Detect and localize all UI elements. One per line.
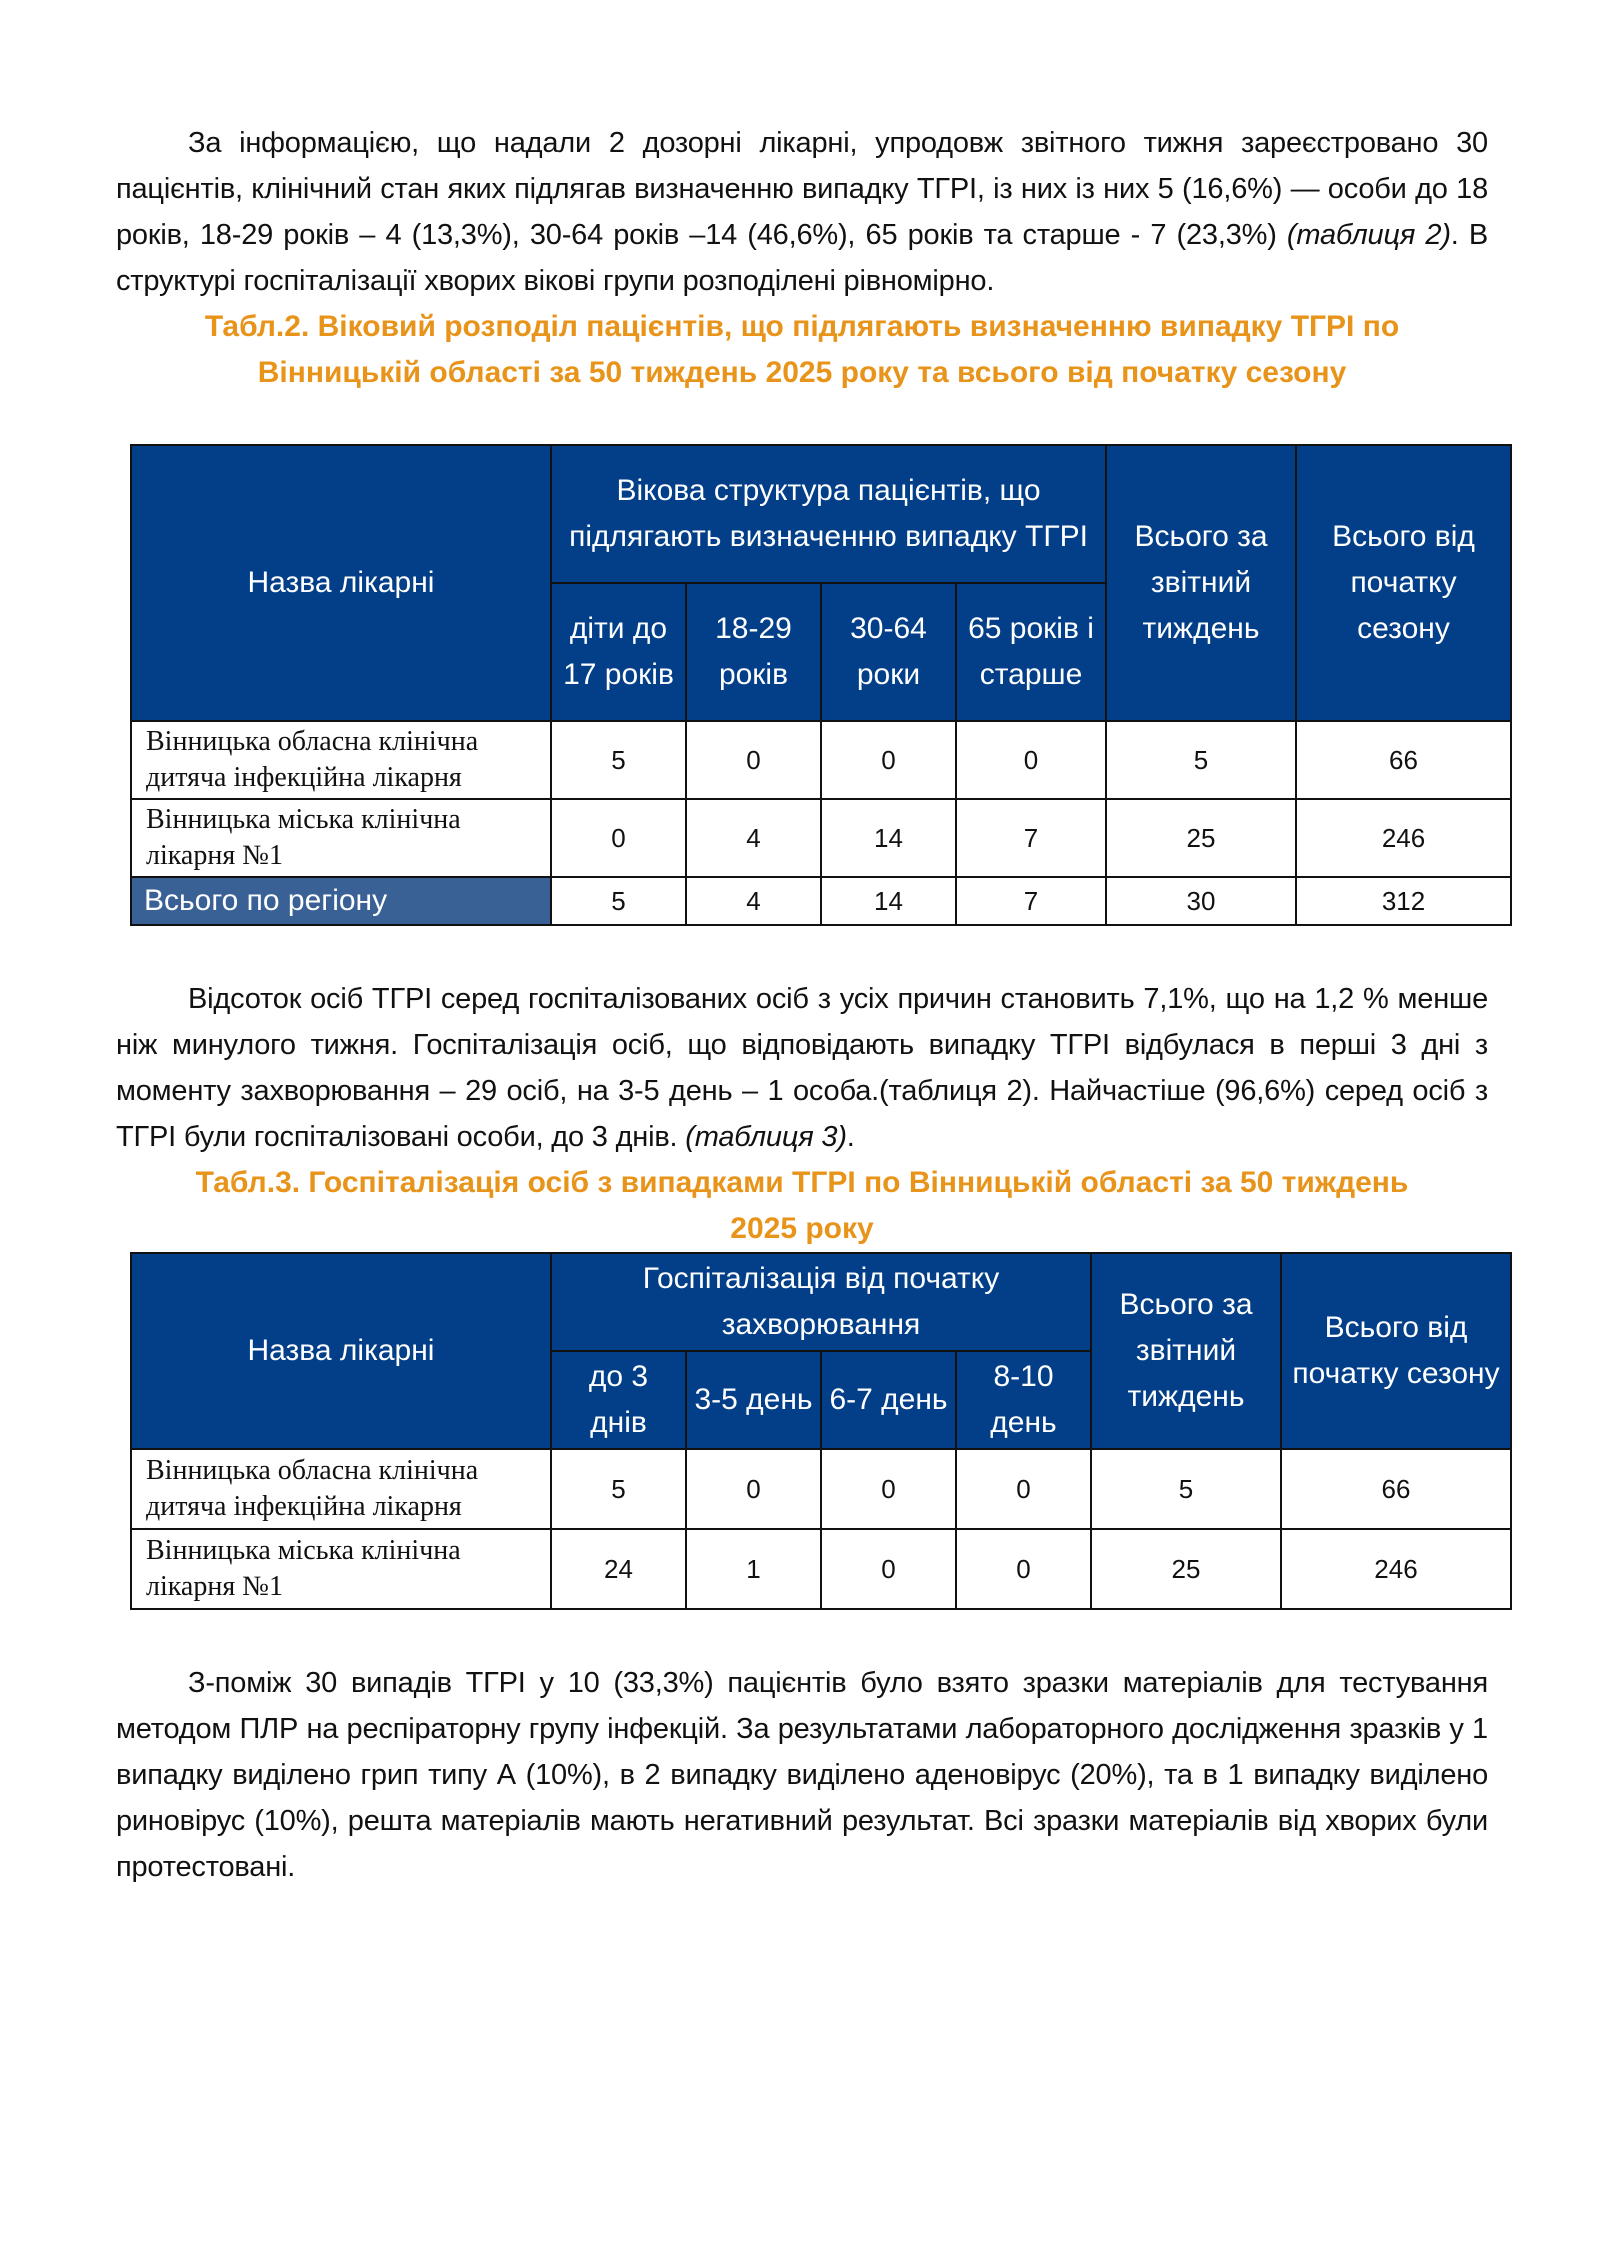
cell-value: 0 <box>821 721 956 799</box>
caption-line: Табл.2. Віковий розподіл пацієнтів, що підлягають визначенню випадку ТГРІ по <box>204 310 1400 343</box>
cell-value: 0 <box>956 721 1106 799</box>
header-3-5-days: 3-5 день <box>686 1351 821 1449</box>
table-row <box>131 1449 1511 1529</box>
header-8-10-days: 8-10 день <box>956 1351 1091 1449</box>
cell-value: 5 <box>1106 721 1296 799</box>
cell-value: 246 <box>1281 1529 1511 1609</box>
cell-value: 14 <box>821 799 956 877</box>
cell-value: 7 <box>956 799 1106 877</box>
document-page <box>116 120 1500 1890</box>
cell-value: 5 <box>1091 1449 1281 1529</box>
table-row <box>131 1529 1511 1609</box>
table3-caption <box>116 1160 1488 1252</box>
header-hospital-name: Назва лікарні <box>131 1253 551 1449</box>
caption-line: Табл.3. Госпіталізація осіб з випадками ТГРІ по Вінницькій області за 50 тиждень <box>195 1166 1409 1199</box>
hospital-name: Вінницька міська клінічна лікарня №1 <box>131 1529 551 1609</box>
cell-value: 0 <box>821 1449 956 1529</box>
cell-value: 24 <box>551 1529 686 1609</box>
cell-value: 66 <box>1296 721 1511 799</box>
cell-value: 0 <box>686 721 821 799</box>
paragraph-text: Відсоток осіб ТГРІ серед госпіталізованих осіб з усіх причин становить 7,1%, що на 1,2 % менше ніж минулого тижня. Госпіталізація осіб, що відповідають випадку ТГРІ відбулася в перші 3 дні з моменту захворювання – 29 осіб, на 3-5 день – 1 особа.(таблиця 2). Найчастіше (96,6%) серед осіб з ТГРІ були госпіталізовані особи, до 3 днів. <box>116 983 1488 1153</box>
hospital-name: Вінницька обласна клінічна дитяча інфекційна лікарня <box>131 721 551 799</box>
header-week-total: Всього за звітний тиждень <box>1106 445 1296 721</box>
hospital-name: Вінницька міська клінічна лікарня №1 <box>131 799 551 877</box>
paragraph-text: . <box>846 1121 855 1153</box>
table2-age-distribution <box>130 444 1512 926</box>
cell-value: 4 <box>686 799 821 877</box>
cell-value: 7 <box>956 877 1106 925</box>
table-row <box>131 799 1511 877</box>
table-reference: (таблиця 2) <box>1286 219 1451 251</box>
cell-value: 25 <box>1106 799 1296 877</box>
cell-value: 5 <box>551 1449 686 1529</box>
cell-value: 30 <box>1106 877 1296 925</box>
cell-value: 0 <box>686 1449 821 1529</box>
cell-value: 5 <box>551 877 686 925</box>
header-age-0-17: діти до 17 років <box>551 583 686 721</box>
paragraph-text: . В структурі госпіталізації хворих вікові групи розподілені рівномірно. <box>116 219 1489 297</box>
table-total-row <box>131 877 1511 925</box>
cell-value: 0 <box>956 1449 1091 1529</box>
header-6-7-days: 6-7 день <box>821 1351 956 1449</box>
region-total-label: Всього по регіону <box>131 877 551 925</box>
cell-value: 66 <box>1281 1449 1511 1529</box>
paragraph-age-distribution <box>116 120 1488 304</box>
paragraph-lab-results: З-поміж 30 випадів ТГРІ у 10 (33,3%) пацієнтів було взято зразки матеріалів для тестування методом ПЛР на респіраторну групу інфекцій. За результатами лабораторного дослідження зразків у 1 випадку виділено грип типу А (10%), в 2 випадку виділено аденовірус (20%), та в 1 випадку виділено риновірус (10%), решта матеріалів мають негативний результат. Всі зразки матеріалів від хворих були протестовані. <box>116 1667 1488 1883</box>
header-age-30-64: 30-64 роки <box>821 583 956 721</box>
table-reference: (таблиця 3) <box>685 1121 847 1153</box>
cell-value: 0 <box>551 799 686 877</box>
paragraph-hospitalization <box>116 976 1488 1160</box>
cell-value: 14 <box>821 877 956 925</box>
cell-value: 246 <box>1296 799 1511 877</box>
cell-value: 5 <box>551 721 686 799</box>
paragraph-text: За інформацією, що надали 2 дозорні лікарні, упродовж звітного тижня зареєстровано 30 пацієнтів, клінічний стан яких підлягав визначенню випадку ТГРІ, із них із них 5 (16,6%) — особи до 18 років, 18-29 років – 4 (13,3%), 30-64 років –14 (46,6%), 65 років та старше - 7 (23,3%) <box>116 127 1488 251</box>
table3-hospitalization <box>130 1252 1512 1610</box>
header-hospital-name: Назва лікарні <box>131 445 551 721</box>
cell-value: 0 <box>821 1529 956 1609</box>
header-age-65-plus: 65 років і старше <box>956 583 1106 721</box>
header-age-18-29: 18-29 років <box>686 583 821 721</box>
cell-value: 4 <box>686 877 821 925</box>
header-up-to-3-days: до 3 днів <box>551 1351 686 1449</box>
cell-value: 1 <box>686 1529 821 1609</box>
header-age-structure: Вікова структура пацієнтів, що підлягають визначенню випадку ТГРІ <box>551 445 1106 583</box>
header-week-total: Всього за звітний тиждень <box>1091 1253 1281 1449</box>
header-season-total: Всього від початку сезону <box>1281 1253 1511 1449</box>
table-row <box>131 721 1511 799</box>
cell-value: 312 <box>1296 877 1511 925</box>
cell-value: 25 <box>1091 1529 1281 1609</box>
hospital-name: Вінницька обласна клінічна дитяча інфекційна лікарня <box>131 1449 551 1529</box>
caption-line: 2025 року <box>730 1212 874 1245</box>
cell-value: 0 <box>956 1529 1091 1609</box>
header-season-total: Всього від початку сезону <box>1296 445 1511 721</box>
caption-line: Вінницькій області за 50 тиждень 2025 року та всього від початку сезону <box>257 356 1347 389</box>
header-hospitalization-onset: Госпіталізація від початку захворювання <box>551 1253 1091 1351</box>
table2-caption <box>116 304 1488 396</box>
